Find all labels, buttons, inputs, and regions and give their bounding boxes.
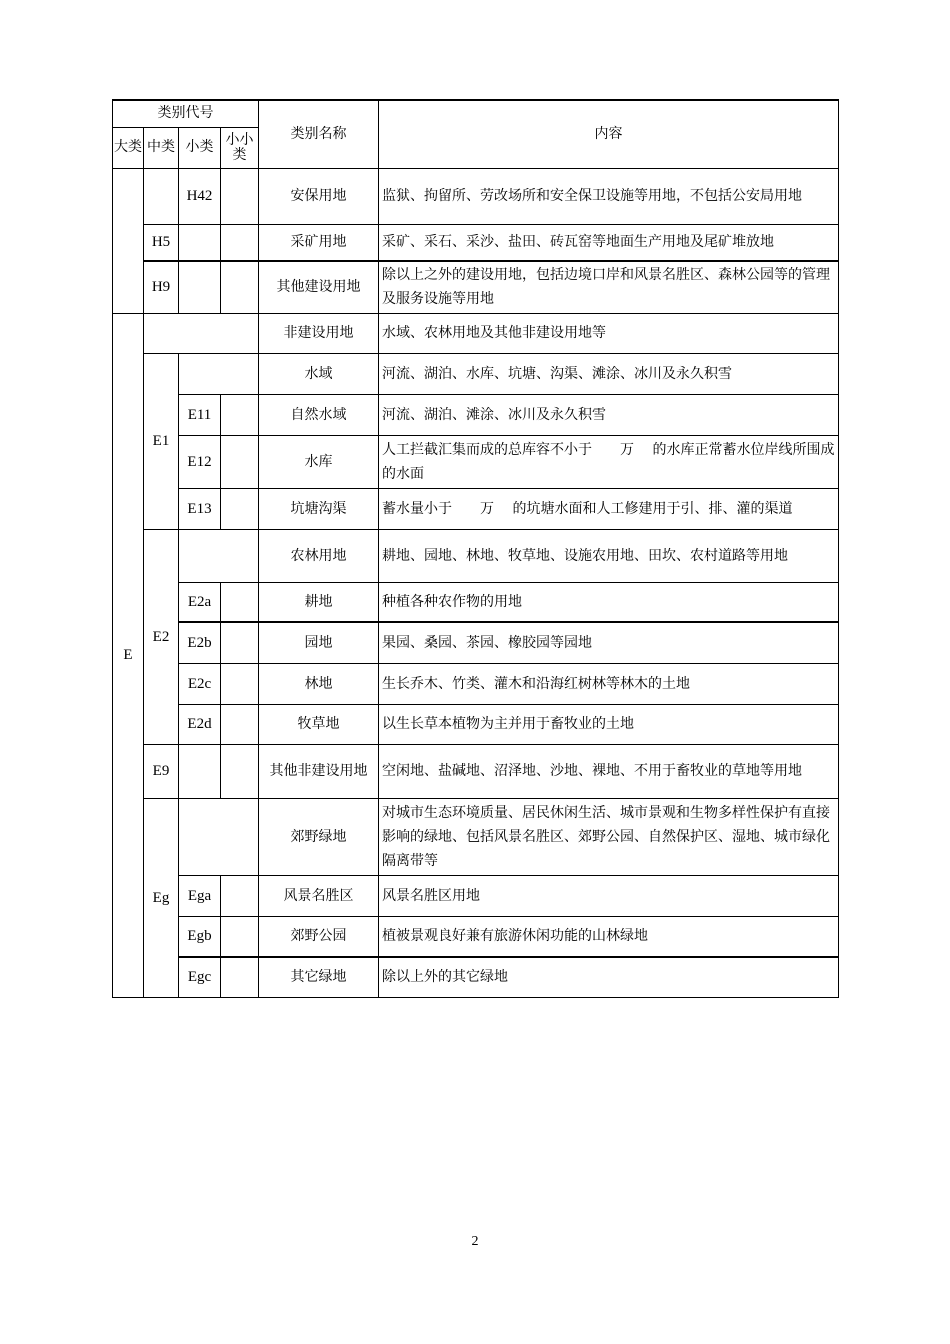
cell-code-blank — [179, 798, 259, 875]
cell-name: 耕地 — [259, 582, 379, 622]
land-classification-table — [112, 99, 839, 998]
cell-sub — [221, 663, 259, 704]
cell-content: 除以上外的其它绿地 — [379, 957, 839, 997]
cell-minor — [179, 744, 221, 798]
cell-sub — [221, 704, 259, 744]
table-row — [113, 394, 839, 435]
cell-name: 自然水域 — [259, 394, 379, 435]
cell-content: 空闲地、盐碱地、沼泽地、沙地、裸地、不用于畜牧业的草地等用地 — [379, 744, 839, 798]
cell-name: 水域 — [259, 353, 379, 394]
cell-content: 对城市生态环境质量、居民休闲生活、城市景观和生物多样性保护有直接影响的绿地、包括风景名胜区、郊野公园、自然保护区、湿地、城市绿化隔离带等 — [379, 798, 839, 875]
cell-name: 安保用地 — [259, 168, 379, 224]
cell-code-blank — [179, 353, 259, 394]
table-row — [113, 875, 839, 916]
cell-medium: Eg — [144, 798, 179, 997]
table-row — [113, 916, 839, 957]
table-row — [113, 435, 839, 488]
cell-sub — [221, 916, 259, 957]
header-name: 类别名称 — [259, 100, 379, 168]
cell-medium — [144, 168, 179, 224]
cell-name: 园地 — [259, 622, 379, 663]
table-row — [113, 313, 839, 353]
cell-minor: E11 — [179, 394, 221, 435]
cell-minor: Egc — [179, 957, 221, 997]
cell-name: 其他非建设用地 — [259, 744, 379, 798]
cell-name: 风景名胜区 — [259, 875, 379, 916]
cell-minor: Ega — [179, 875, 221, 916]
cell-content: 耕地、园地、林地、牧草地、设施农用地、田坎、农村道路等用地 — [379, 529, 839, 582]
cell-name: 采矿用地 — [259, 224, 379, 261]
cell-content: 河流、湖泊、滩涂、冰川及永久积雪 — [379, 394, 839, 435]
cell-minor: E12 — [179, 435, 221, 488]
header-minor: 小类 — [179, 127, 221, 168]
cell-name: 郊野公园 — [259, 916, 379, 957]
cell-minor — [179, 261, 221, 313]
cell-medium: H9 — [144, 261, 179, 313]
table-row — [113, 488, 839, 529]
cell-minor: E2a — [179, 582, 221, 622]
cell-content: 植被景观良好兼有旅游休闲功能的山林绿地 — [379, 916, 839, 957]
table-row — [113, 353, 839, 394]
cell-name: 坑塘沟渠 — [259, 488, 379, 529]
cell-name: 水库 — [259, 435, 379, 488]
cell-sub — [221, 224, 259, 261]
header-sub-minor: 小小类 — [221, 127, 259, 168]
table-row — [113, 704, 839, 744]
cell-name: 郊野绿地 — [259, 798, 379, 875]
cell-minor: Egb — [179, 916, 221, 957]
cell-content: 风景名胜区用地 — [379, 875, 839, 916]
cell-minor: E2b — [179, 622, 221, 663]
cell-code-blank — [144, 313, 259, 353]
cell-name: 牧草地 — [259, 704, 379, 744]
table-row — [113, 168, 839, 224]
cell-content: 除以上之外的建设用地，包括边境口岸和风景名胜区、森林公园等的管理及服务设施等用地 — [379, 261, 839, 313]
cell-content: 河流、湖泊、水库、坑塘、沟渠、滩涂、冰川及永久积雪 — [379, 353, 839, 394]
table-row — [113, 622, 839, 663]
cell-medium: E1 — [144, 353, 179, 529]
cell-sub — [221, 957, 259, 997]
cell-major — [113, 168, 144, 313]
header-content: 内容 — [379, 100, 839, 168]
cell-content: 种植各种农作物的用地 — [379, 582, 839, 622]
cell-minor: E2d — [179, 704, 221, 744]
cell-content: 监狱、拘留所、劳改场所和安全保卫设施等用地，不包括公安局用地 — [379, 168, 839, 224]
cell-sub — [221, 582, 259, 622]
cell-name: 农林用地 — [259, 529, 379, 582]
cell-minor: E2c — [179, 663, 221, 704]
cell-content: 蓄水量小于 万 的坑塘水面和人工修建用于引、排、灌的渠道 — [379, 488, 839, 529]
cell-sub — [221, 488, 259, 529]
cell-name: 林地 — [259, 663, 379, 704]
header-major: 大类 — [113, 127, 144, 168]
cell-content: 采矿、采石、采沙、盐田、砖瓦窑等地面生产用地及尾矿堆放地 — [379, 224, 839, 261]
table-row — [113, 663, 839, 704]
cell-sub — [221, 394, 259, 435]
cell-name: 非建设用地 — [259, 313, 379, 353]
cell-sub — [221, 622, 259, 663]
cell-content: 人工拦截汇集而成的总库容不小于 万 的水库正常蓄水位岸线所围成的水面 — [379, 435, 839, 488]
cell-sub — [221, 435, 259, 488]
cell-medium: H5 — [144, 224, 179, 261]
table-row — [113, 529, 839, 582]
table-row — [113, 744, 839, 798]
cell-code-blank — [179, 529, 259, 582]
cell-sub — [221, 875, 259, 916]
table-row — [113, 582, 839, 622]
cell-sub — [221, 168, 259, 224]
cell-medium: E9 — [144, 744, 179, 798]
cell-sub — [221, 261, 259, 313]
header-medium: 中类 — [144, 127, 179, 168]
cell-name: 其他建设用地 — [259, 261, 379, 313]
table-row — [113, 798, 839, 875]
cell-sub — [221, 744, 259, 798]
cell-content: 果园、桑园、茶园、橡胶园等园地 — [379, 622, 839, 663]
table-row — [113, 261, 839, 313]
cell-major: E — [113, 313, 144, 997]
header-code-group: 类别代号 — [113, 100, 259, 127]
cell-content: 水域、农林用地及其他非建设用地等 — [379, 313, 839, 353]
table-row — [113, 224, 839, 261]
cell-medium: E2 — [144, 529, 179, 744]
page-number: 2 — [471, 1234, 479, 1249]
cell-name: 其它绿地 — [259, 957, 379, 997]
table-row — [113, 957, 839, 997]
cell-minor: E13 — [179, 488, 221, 529]
cell-minor: H42 — [179, 168, 221, 224]
cell-minor — [179, 224, 221, 261]
cell-content: 生长乔木、竹类、灌木和沿海红树林等林木的土地 — [379, 663, 839, 704]
table-header-row — [113, 100, 839, 127]
cell-content: 以生长草本植物为主并用于畜牧业的土地 — [379, 704, 839, 744]
